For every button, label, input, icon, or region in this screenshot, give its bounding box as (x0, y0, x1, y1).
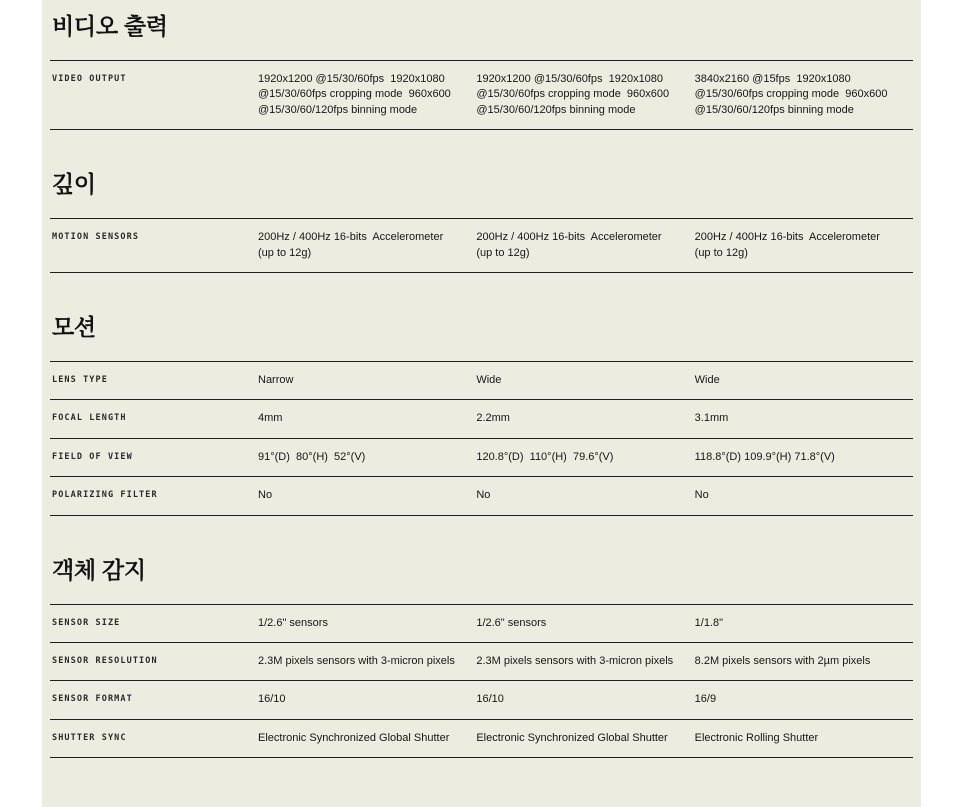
motion-sensors-value-col1: 200Hz / 400Hz 16-bits Accelerometer (up to 12g) (258, 231, 447, 259)
table-row-motion-sensors (50, 218, 913, 272)
table-row-focal-length (50, 399, 913, 437)
sensor-size-value-col2: 1/2.6" sensors (476, 616, 547, 629)
spec-table-depth (50, 218, 913, 273)
row-label-focal-length: FOCAL LENGTH (52, 413, 127, 424)
table-row-sensor-size (50, 604, 913, 642)
row-label-lens-type: LENS TYPE (52, 374, 108, 385)
polarizing-filter-value-col3: No (694, 489, 709, 502)
field-of-view-value-col1: 91°(D) 80°(H) 52°(V) (258, 450, 366, 463)
spec-table-motion (50, 361, 913, 516)
row-label-video-output: VIDEO OUTPUT (52, 74, 127, 84)
row-label-sensor-size: SENSOR SIZE (52, 617, 121, 628)
row-label-polarizing-filter: POLARIZING FILTER (52, 490, 158, 501)
field-of-view-value-col3: 118.8°(D) 109.9°(H) 71.8°(V) (694, 450, 835, 463)
motion-sensors-value-col3: 200Hz / 400Hz 16-bits Accelerometer (up to 12g) (694, 231, 883, 259)
motion-sensors-value-col2: 200Hz / 400Hz 16-bits Accelerometer (up to 12g) (476, 231, 665, 259)
sensor-format-value-col1: 16/10 (258, 693, 286, 706)
spec-table-object-detection (50, 604, 913, 759)
spec-table-video-output (50, 60, 913, 130)
table-row-sensor-format (50, 680, 913, 718)
table-row-field-of-view (50, 438, 913, 476)
sensor-format-value-col2: 16/10 (476, 693, 504, 706)
video-output-value-col2: 1920x1200 @15/30/60fps 1920x1080 @15/30/60fps cropping mode 960x600 @15/30/60/120fps binning mode (476, 73, 673, 116)
section-heading-object-detection: 객체 감지 (52, 556, 146, 583)
row-label-shutter-sync: SHUTTER SYNC (52, 732, 127, 743)
sensor-format-value-col3: 16/9 (694, 693, 717, 706)
lens-type-value-col3: Wide (694, 373, 720, 386)
field-of-view-value-col2: 120.8°(D) 110°(H) 79.6°(V) (476, 450, 614, 463)
section-heading-depth: 깊이 (52, 171, 96, 198)
sensor-resolution-value-col2: 2.3M pixels sensors with 3-micron pixels (476, 654, 674, 667)
section-object-detection (50, 516, 913, 759)
section-motion (50, 273, 913, 516)
sensor-resolution-value-col1: 2.3M pixels sensors with 3-micron pixels (258, 654, 455, 667)
table-row-shutter-sync (50, 719, 913, 757)
shutter-sync-value-col1: Electronic Synchronized Global Shutter (258, 731, 450, 744)
section-heading-motion: 모션 (52, 313, 96, 340)
table-row-polarizing-filter (50, 476, 913, 514)
spec-page (42, 0, 921, 807)
focal-length-value-col3: 3.1mm (694, 412, 729, 425)
focal-length-value-col2: 2.2mm (476, 412, 510, 425)
sensor-size-value-col1: 1/2.6" sensors (258, 616, 328, 629)
sensor-size-value-col3: 1/1.8" (694, 616, 724, 629)
row-label-sensor-resolution: SENSOR RESOLUTION (52, 655, 158, 666)
section-heading-video-output: 비디오 출력 (52, 13, 168, 39)
focal-length-value-col1: 4mm (258, 412, 283, 425)
row-label-field-of-view: FIELD OF VIEW (52, 451, 133, 462)
polarizing-filter-value-col2: No (476, 489, 491, 502)
shutter-sync-value-col3: Electronic Rolling Shutter (694, 731, 819, 744)
table-row-sensor-resolution (50, 642, 913, 680)
video-output-value-col1: 1920x1200 @15/30/60fps 1920x1080 @15/30/60fps cropping mode 960x600 @15/30/60/120fps binning mode (258, 73, 454, 116)
lens-type-value-col1: Narrow (258, 373, 294, 386)
sensor-resolution-value-col3: 8.2M pixels sensors with 2µm pixels (694, 654, 871, 667)
polarizing-filter-value-col1: No (258, 489, 273, 502)
section-depth (50, 130, 913, 273)
lens-type-value-col2: Wide (476, 373, 502, 386)
row-label-motion-sensors: MOTION SENSORS (52, 232, 140, 243)
shutter-sync-value-col2: Electronic Synchronized Global Shutter (476, 731, 668, 744)
row-label-sensor-format: SENSOR FORMAT (52, 694, 133, 705)
table-row-video-output (50, 60, 913, 129)
section-video-output (50, 0, 913, 130)
table-row-lens-type (50, 361, 913, 399)
video-output-value-col3: 3840x2160 @15fps 1920x1080 @15/30/60fps cropping mode 960x600 @15/30/60/120fps binning mode (694, 73, 891, 116)
